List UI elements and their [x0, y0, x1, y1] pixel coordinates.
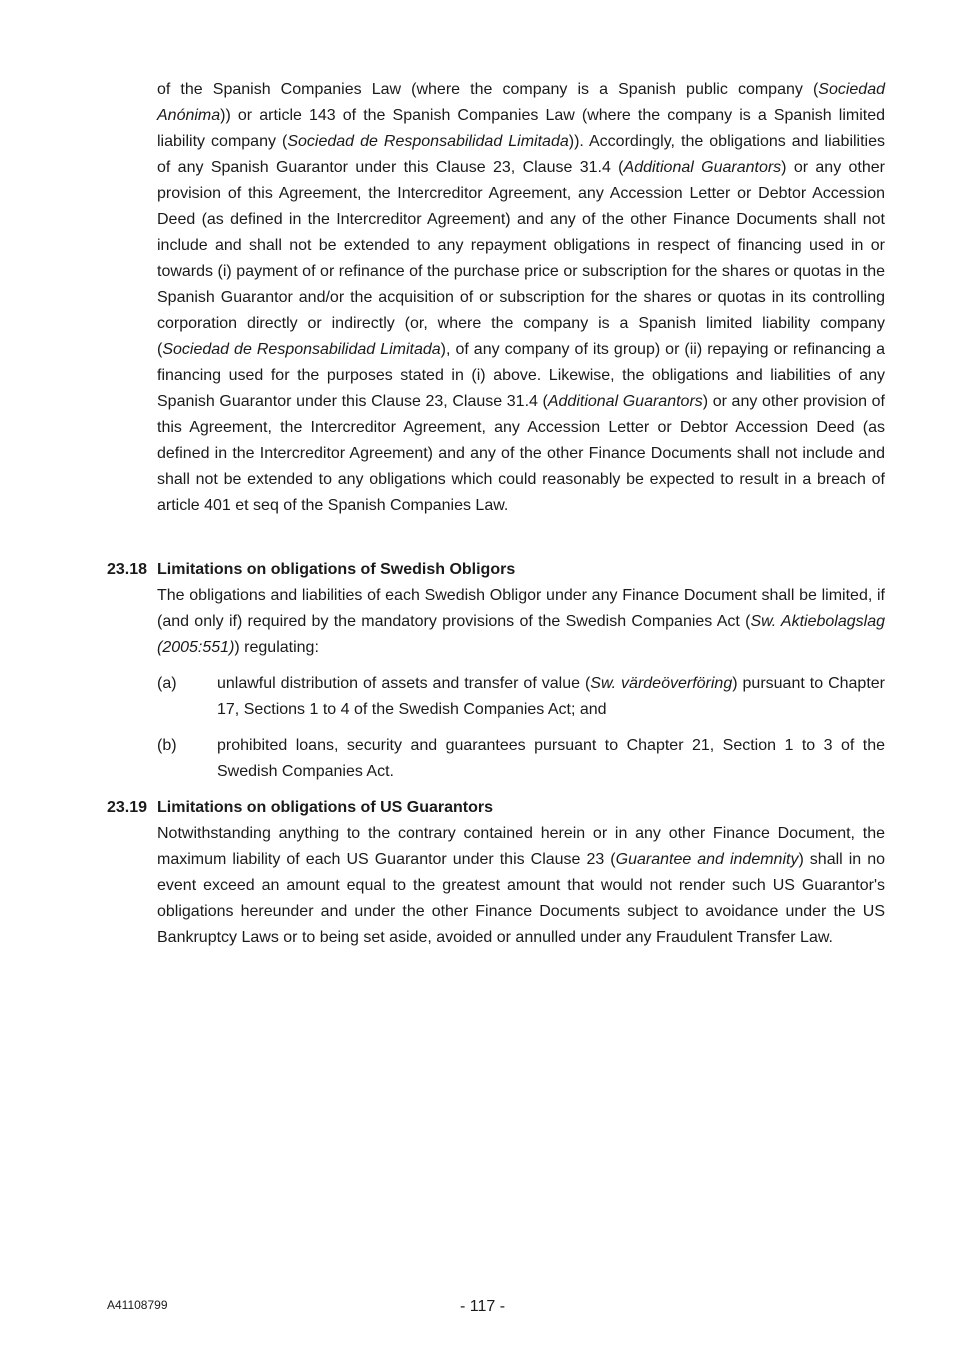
section-heading-23-18: 23.18 Limitations on obligations of Swedish Obligors	[107, 561, 516, 578]
list-item-b	[157, 733, 885, 785]
document-reference: A41108799	[107, 1298, 168, 1312]
section-heading-23-19: 23.19 Limitations on obligations of US Guarantors	[107, 799, 494, 816]
swedish-limitations-paragraph: The obligations and liabilities of each Swedish Obligor under any Finance Document shall be limited, if (and only if) required by the mandatory provisions of the Swedish Companies Act (Sw. Aktiebolagslag (2005:551)) regulating:	[157, 587, 886, 656]
page-number: - 117 -	[459, 1298, 506, 1315]
us-limitations-paragraph: Notwithstanding anything to the contrary contained herein or in any other Finance Document, the maximum liability of each US Guarantor under this Clause 23 (Guarantee and indemnity) shall in no event exceed an amount equal to the greatest amount that would not render such US Guarantor's obligations hereunder and under the other Finance Documents subject to avoidance under the US Bankruptcy Laws or to being set aside, avoided or annulled under any Fraudulent Transfer Law.	[157, 825, 886, 946]
list-item-text: prohibited loans, security and guarantees pursuant to Chapter 21, Section 1 to 3 of the Swedish Companies Act.	[217, 737, 885, 780]
list-item-label: (a)	[157, 675, 177, 692]
list-item-a	[157, 671, 885, 723]
list-item-label: (b)	[157, 737, 177, 754]
list-item-text: unlawful distribution of assets and transfer of value (Sw. värdeöverföring) pursuant to Chapter 17, Sections 1 to 4 of the Swedish Companies Act; and	[217, 675, 886, 718]
spanish-limitations-paragraph: of the Spanish Companies Law (where the company is a Spanish public company (Sociedad Anónima)) or article 143 of the Spanish Companies Law (where the company is a Spanish limited liability company (Sociedad de Responsabilidad Limitada)). Accordingly, the obligations and liabilities of any Spanish Guarantor under this Clause 23, Clause 31.4 (Additional Guarantors) or any other provision of this Agreement, the Intercreditor Agreement, any Accession Letter or Debtor Accession Deed (as defined in the Intercreditor Agreement) and any of the other Finance Documents shall not include and shall not be extended to any repayment obligations in respect of financing used in or towards (i) payment of or refinance of the purchase price or subscription for the shares or quotas in the Spanish Guarantor and/or the acquisition of or subscription for the shares or quotas in its controlling corporation directly or indirectly (or, where the company is a Spanish limited liability company (Sociedad de Responsabilidad Limitada), of any company of its group) or (ii) repaying or refinancing a financing used for the purposes stated in (i) above. Likewise, the obligations and liabilities of any Spanish Guarantor under this Clause 23, Clause 31.4 (Additional Guarantors) or any other provision of this Agreement, the Intercreditor Agreement, any Accession Letter or Debtor Accession Deed (as defined in the Intercreditor Agreement) and any of the other Finance Documents shall not include and shall not be extended to any obligations which could reasonably be expected to result in a breach of article 401 et seq of the Spanish Companies Law.	[157, 81, 886, 514]
